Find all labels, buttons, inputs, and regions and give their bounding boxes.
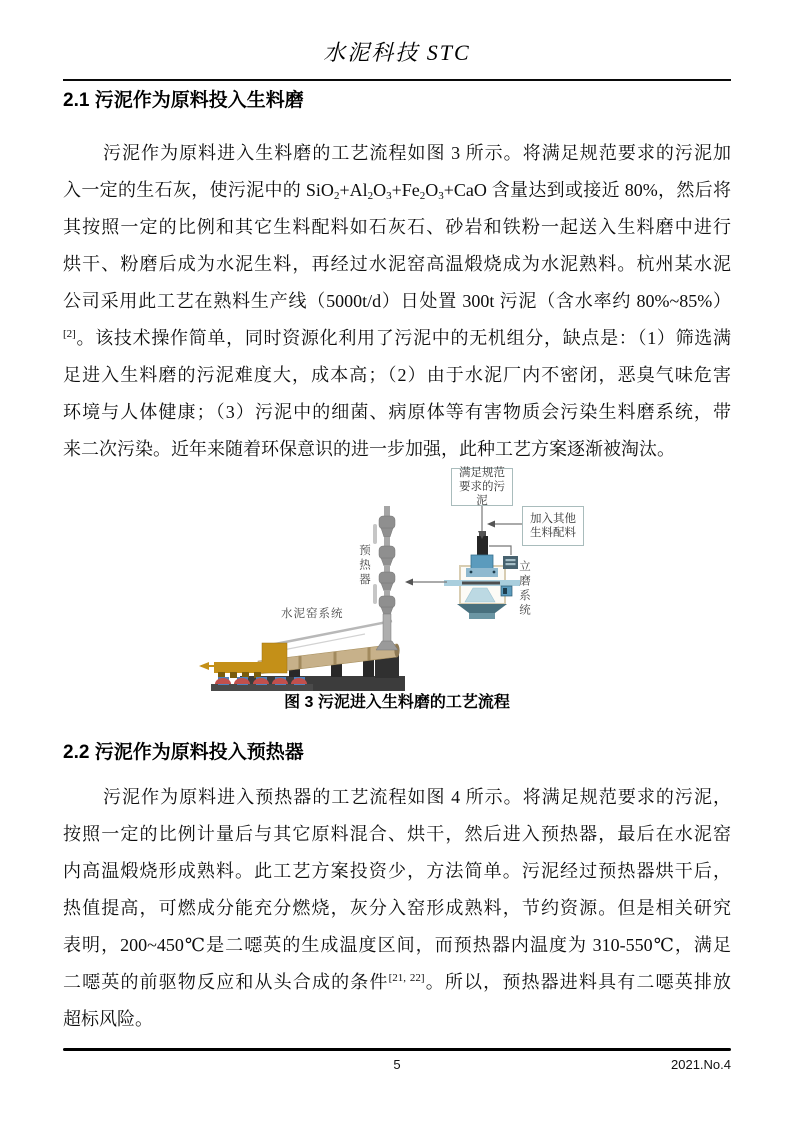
figure-3-caption: 图 3 污泥进入生料磨的工艺流程 [284,694,510,711]
figure-sludge-box: 满足规范要求的污泥 [451,468,513,506]
text-segment: 其按照一定的比例和其它生料配料如石灰石、砂岩和铁粉一起送入生料磨中进行 [63,217,731,237]
sub-text: 3 [386,190,392,202]
figure-ingredients-box: 加入其他生料配料 [522,506,584,546]
text-line [63,1001,731,1038]
paragraph-2-2 [63,779,731,1038]
sup-text: [21, 22] [388,972,425,984]
page-footer [63,1048,731,1075]
text-segment: 足进入生料磨的污泥难度大，成本高；（2）由于水泥厂内不密闭，恶臭气味危害 [63,365,731,385]
sup-text: [2] [63,328,76,340]
section-heading-2-2: 2.2 污泥作为原料投入预热器 [63,742,304,763]
text-line [63,853,731,890]
text-segment: 污泥作为原料进入生料磨的工艺流程如图 3 所示。将满足规范要求的污泥加 [103,143,731,163]
text-line [63,209,731,246]
kiln-duct-line-2 [283,634,365,650]
section-heading-2-1: 2.1 污泥作为原料投入生料磨 [63,90,304,111]
figure-label-kiln-system: 水泥窑系统 [281,608,344,620]
figure-label-preheater: 预热器 [358,544,370,588]
text-segment: 来二次污染。近年来随着环保意识的进一步加强，此种工艺方案逐渐被淘汰。 [63,439,675,459]
text-segment: 表明，200~450℃是二噁英的生成温度区间，而预热器内温度为 310-550℃，满足 [63,935,731,955]
text-segment: 。所以，预热器进料具有二噁英排放 [424,972,732,992]
sub-text: 2 [333,190,340,202]
text-line [63,357,731,394]
text-segment: O [373,180,387,200]
text-segment: 按照一定的比例计量后与其它原料混合、烘干，然后进入预热器，最后在水泥窑 [63,824,731,844]
preheater-cyclones [373,506,398,650]
cooler-hood [199,643,287,673]
text-line [63,927,731,964]
text-segment: 污泥作为原料进入预热器的工艺流程如图 4 所示。将满足规范要求的污泥， [103,787,731,807]
kiln-duct-line [265,621,392,646]
sub-text: 3 [438,190,444,202]
figure-3-diagram [195,460,615,692]
figure-label-vertical-mill: 立磨系统 [518,560,530,618]
text-line [63,779,731,816]
text-line [63,964,731,1001]
text-line [63,172,731,209]
text-segment: 环境与人体健康；（3）污泥中的细菌、病原体等有害物质会污染生料磨系统，带 [63,402,731,422]
text-line [63,283,731,320]
text-segment: 。该技术操作简单，同时资源化利用了污泥中的无机组分，缺点是：（1）筛选满 [75,328,731,348]
footer-rule [63,1048,731,1051]
text-segment: 入一定的生石灰，使污泥中的 SiO [63,180,334,200]
text-line [63,890,731,927]
vertical-mill [444,531,520,619]
page-number: 5 [393,1057,401,1072]
sub-text: 2 [419,190,426,202]
header-rule [63,79,731,81]
text-segment: +CaO 含量达到或接近 80%，然后将 [443,180,731,200]
footer-row [63,1057,731,1075]
text-segment: O [425,180,439,200]
text-segment: +Fe [391,180,420,200]
text-line [63,135,731,172]
text-segment: 公司采用此工艺在熟料生产线（5000t/d）日处置 300t 污泥（含水率约 80%~85%） [63,291,731,311]
text-line [63,320,731,357]
text-line [63,394,731,431]
journal-title: 水泥科技 STC [323,40,471,65]
text-segment: 内高温煅烧形成熟料。此工艺方案投资少，方法简单。污泥经过预热器烘干后， [63,861,731,881]
text-segment: 热值提高，可燃成分能充分燃烧，灰分入窑形成熟料，节约资源。但是相关研究 [63,898,731,918]
sub-text: 2 [367,190,374,202]
text-segment: 烘干、粉磨后成为水泥生料，再经过水泥窑高温煅烧成为水泥熟料。杭州某水泥 [63,254,731,274]
text-segment: 二噁英的前驱物反应和从头合成的条件 [63,972,389,992]
figure-3-graphics [195,460,615,692]
paragraph-2-1 [63,135,731,468]
issue-number: 2021.No.4 [671,1057,731,1072]
text-line [63,246,731,283]
text-segment: 超标风险。 [63,1009,153,1029]
text-segment: +Al [339,180,368,200]
text-line [63,816,731,853]
